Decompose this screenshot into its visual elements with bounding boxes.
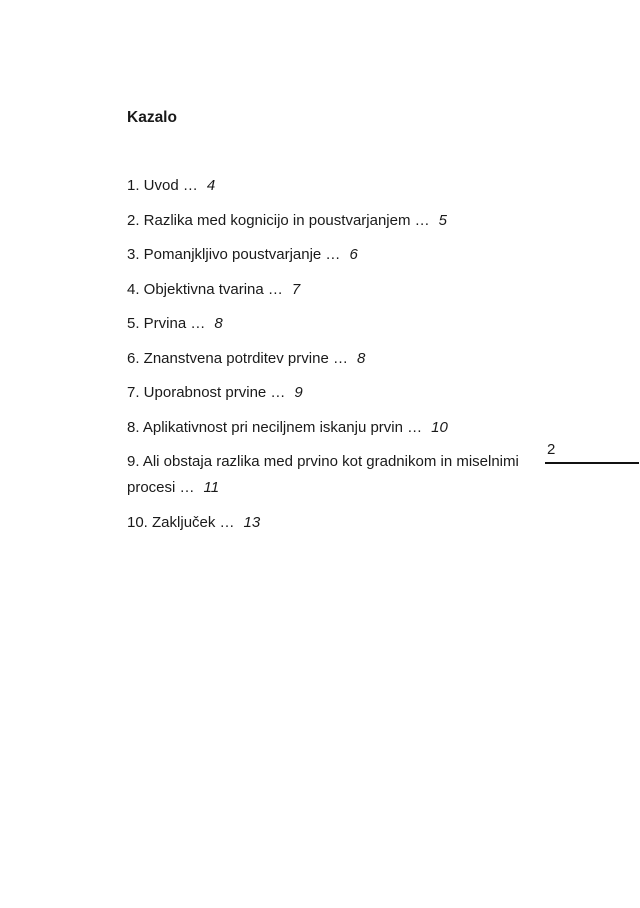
toc-entry-page-number: 11 [203,479,220,496]
toc-entry-label: 2. Razlika med kognicijo in poustvarjanjem … [127,211,430,229]
toc-entry-page-number: 6 [349,246,358,263]
page-title: Kazalo [127,109,177,126]
toc-entry-page-number: 8 [356,349,366,367]
toc-entry-label: 3. Pomanjkljivo poustvarjanje … [127,246,341,263]
toc-entry-page-number: 4 [206,177,216,194]
toc-entry [127,380,529,406]
toc-entry [127,510,529,536]
toc-entry [127,208,529,234]
toc-entry [127,346,529,372]
toc-entry-label: 6. Znanstvena potrditev prvine … [127,349,348,367]
toc-entry-label: 8. Aplikativnost pri neciljnem iskanju prvin … [127,418,423,436]
toc-entry-page-number: 10 [431,418,448,436]
toc-entry [127,242,529,268]
toc-entry-page-number: 5 [438,211,447,229]
toc-entry-label: 4. Objektivna tvarina … [127,280,283,298]
toc-entry-label: 10. Zaključek … [127,513,235,531]
margin-page-number-block [545,440,639,464]
toc-entry-page-number: 7 [291,280,301,298]
toc-entry-label: 5. Prvina … [127,315,206,332]
toc-entry [127,277,529,303]
toc-entry [127,415,529,441]
toc-entry [127,311,529,337]
toc-entry-page-number: 8 [214,315,223,332]
toc-entry-page-number: 13 [243,513,261,531]
toc-entry-label: 9. Ali obstaja razlika med prvino kot gradnikom in miselnimi procesi … [127,453,519,496]
toc-entry [127,173,529,199]
toc-entry-label: 1. Uvod … [127,177,198,194]
toc-entry-label: 7. Uporabnost prvine … [127,384,286,401]
toc-entry [127,449,529,501]
margin-page-number: 2 [547,441,556,458]
document-page [127,107,529,544]
toc-entry-page-number: 9 [294,384,303,401]
toc-list [127,173,529,536]
